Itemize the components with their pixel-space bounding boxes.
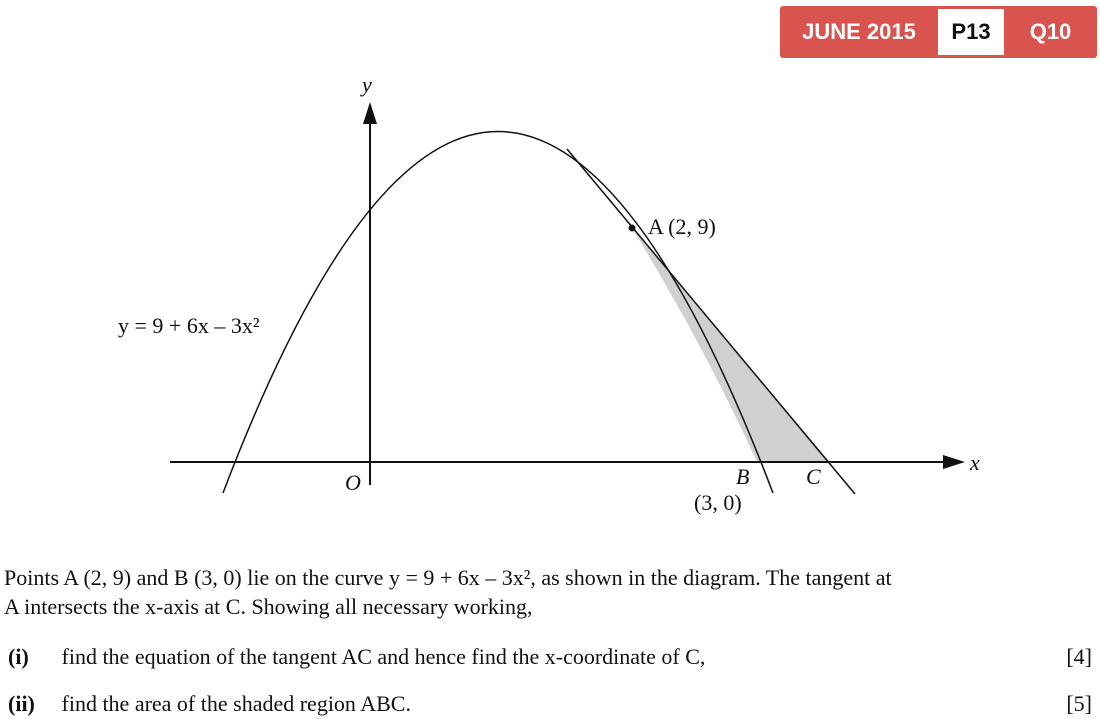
y-axis-arrow: [363, 102, 377, 124]
question-part-ii: [8, 691, 1092, 717]
point-b-coordinates: (3, 0): [694, 490, 742, 515]
part-ii-marks: [5]: [1066, 691, 1092, 716]
point-a-label: A (2, 9): [648, 214, 716, 239]
part-ii-text: find the area of the shaded region ABC.: [61, 691, 411, 716]
question-number: Q10: [1029, 19, 1072, 44]
curve-equation-label: y = 9 + 6x – 3x²: [118, 313, 260, 338]
part-i-text: find the equation of the tangent AC and hence find the x-coordinate of C,: [61, 644, 706, 669]
question-intro-line-2: A intersects the x-axis at C. Showing all necessary working,: [4, 594, 533, 619]
part-i-marks: [4]: [1066, 644, 1092, 669]
y-axis-label: y: [362, 72, 372, 97]
part-i-number: (i): [8, 644, 29, 669]
x-axis-label: x: [970, 450, 980, 475]
question-part-i: [8, 644, 1092, 670]
point-b-label: B: [736, 464, 750, 489]
tangent-line: [567, 149, 855, 494]
point-c-label: C: [806, 464, 821, 489]
x-axis-arrow: [943, 455, 965, 469]
point-a-dot: [629, 225, 636, 232]
question-text: [4, 563, 1098, 621]
part-ii-number: (ii): [8, 691, 35, 716]
exam-session: JUNE 2015: [802, 19, 916, 44]
paper-number: P13: [938, 9, 1004, 55]
question-intro-line-1: Points A (2, 9) and B (3, 0) lie on the curve y = 9 + 6x – 3x², as shown in the diagram. The tangent at: [4, 565, 892, 590]
origin-label: O: [345, 470, 361, 495]
